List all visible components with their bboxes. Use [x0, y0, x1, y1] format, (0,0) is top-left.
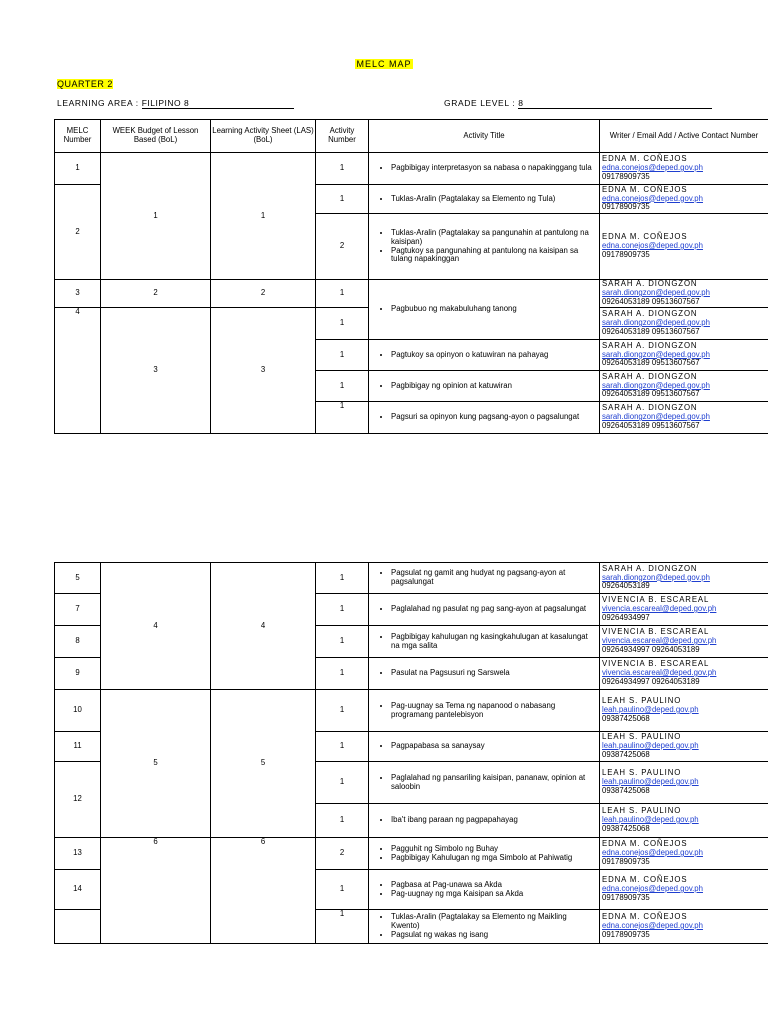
melc-number: 7 — [55, 594, 101, 626]
writer-cell — [600, 626, 768, 658]
activity-item: • Pag-uugnay sa Tema ng napanood o nabasang programang pantelebisyon — [391, 702, 597, 720]
week-number: 2 — [101, 280, 211, 308]
writer-phone: 09178909735 — [602, 202, 650, 212]
writer-email[interactable]: vivencia.escareal@deped.gov.ph — [602, 668, 717, 678]
document-title — [0, 59, 768, 69]
melc-number: 8 — [55, 626, 101, 658]
writer-cell — [600, 658, 768, 690]
melc-number: 9 — [55, 658, 101, 690]
activity-number: 1 — [316, 870, 369, 910]
table-row — [55, 690, 768, 732]
writer-email[interactable]: leah.paulino@deped.gov.ph — [602, 741, 699, 751]
grade-level-value: 8 — [518, 98, 712, 109]
table-row — [55, 280, 768, 308]
week-number: 5 — [101, 690, 211, 838]
writer-email[interactable]: sarah.diongzon@deped.gov.ph — [602, 318, 710, 328]
writer-email[interactable]: leah.paulino@deped.gov.ph — [602, 777, 699, 787]
activity-item: • Pagsulat ng wakas ng isang — [391, 931, 597, 940]
writer-name: EDNA M. COÑEJOS — [602, 875, 688, 885]
quarter-text: QUARTER 2 — [57, 79, 113, 89]
melc-number: 12 — [55, 762, 101, 838]
writer-cell — [600, 910, 768, 944]
las-number: 1 — [211, 153, 316, 280]
writer-name: EDNA M. COÑEJOS — [602, 184, 688, 194]
activity-title — [369, 804, 600, 838]
writer-name: EDNA M. COÑEJOS — [602, 154, 688, 164]
activity-item: • Pag-uugnay ng mga Kaisipan sa Akda — [391, 890, 597, 899]
activity-title — [369, 340, 600, 371]
activity-item: • Pagbibigay kahulugan ng kasingkahulugan at kasalungat na mga salita — [391, 633, 597, 651]
activity-title — [369, 371, 600, 402]
week-number: 4 — [101, 563, 211, 690]
writer-phone: 09178909735 — [602, 929, 650, 939]
activity-number: 2 — [316, 214, 369, 280]
writer-cell — [600, 402, 768, 434]
writer-name: SARAH A. DIONGZON — [602, 371, 698, 381]
writer-name: SARAH A. DIONGZON — [602, 279, 698, 289]
activity-title — [369, 690, 600, 732]
activity-title — [369, 402, 600, 434]
table-row — [55, 563, 768, 594]
header-week: WEEK Budget of Lesson Based (BoL) — [101, 120, 211, 153]
melc-number: 5 — [55, 563, 101, 594]
activity-item: • Pagbibigay Kahulugan ng mga Simbolo at Pahiwatig — [391, 854, 597, 863]
writer-email[interactable]: edna.conejos@deped.gov.ph — [602, 921, 703, 931]
las-number: 5 — [211, 690, 316, 838]
activity-title — [369, 838, 600, 870]
writer-cell — [600, 804, 768, 838]
activity-item: • Paglalahad ng pasulat ng pag sang-ayon at pagsalungat — [391, 605, 597, 614]
writer-email[interactable]: leah.paulino@deped.gov.ph — [602, 705, 699, 715]
writer-cell — [600, 214, 768, 280]
writer-email[interactable]: sarah.diongzon@deped.gov.ph — [602, 412, 710, 422]
writer-cell — [600, 563, 768, 594]
writer-email[interactable]: sarah.diongzon@deped.gov.ph — [602, 380, 710, 390]
writer-phone: 09264053189 09513607567 — [602, 420, 700, 430]
writer-name: SARAH A. DIONGZON — [602, 309, 698, 319]
activity-item: • Pagsulat ng gamit ang hudyat ng pagsang-ayon at pagsalungat — [391, 569, 597, 587]
activity-title — [369, 185, 600, 214]
writer-name: EDNA M. COÑEJOS — [602, 839, 688, 849]
writer-cell — [600, 308, 768, 340]
activity-item: • Pagpapabasa sa sanaysay — [391, 742, 597, 751]
writer-cell — [600, 870, 768, 910]
writer-cell — [600, 838, 768, 870]
writer-cell — [600, 371, 768, 402]
writer-phone: 09264053189 09513607567 — [602, 358, 700, 368]
activity-item: • Pagbibigay interpretasyon sa nabasa o napakinggang tula — [391, 164, 597, 173]
activity-number: 1 — [316, 402, 369, 434]
header-writer: Writer / Email Add / Active Contact Number — [600, 120, 768, 153]
header-activity-number: Activity Number — [316, 120, 369, 153]
writer-email[interactable]: edna.conejos@deped.gov.ph — [602, 241, 703, 251]
activity-number: 1 — [316, 732, 369, 762]
activity-item: • Pagbasa at Pag-unawa sa Akda — [391, 881, 597, 890]
writer-name: SARAH A. DIONGZON — [602, 403, 698, 413]
writer-name: SARAH A. DIONGZON — [602, 340, 698, 350]
writer-cell — [600, 280, 768, 308]
activity-title — [369, 563, 600, 594]
writer-name: LEAH S. PAULINO — [602, 806, 682, 816]
grade-level — [444, 98, 712, 109]
learning-area-value: FILIPINO 8 — [142, 98, 294, 109]
activity-number: 2 — [316, 838, 369, 870]
activity-title — [369, 870, 600, 910]
writer-phone: 09264053189 09513607567 — [602, 389, 700, 399]
writer-phone: 09387425068 — [602, 823, 650, 833]
writer-email[interactable]: edna.conejos@deped.gov.ph — [602, 848, 703, 858]
writer-email[interactable]: edna.conejos@deped.gov.ph — [602, 163, 703, 173]
activity-item: • Pasulat na Pagsusuri ng Sarswela — [391, 669, 597, 678]
activity-item: • Tuklas-Aralin (Pagtalakay sa Elemento ng Maikling Kwento) — [391, 913, 597, 931]
activity-number: 1 — [316, 594, 369, 626]
activity-number: 1 — [316, 308, 369, 340]
activity-title — [369, 280, 600, 340]
header-las: Learning Activity Sheet (LAS) (BoL) — [211, 120, 316, 153]
writer-cell — [600, 153, 768, 185]
activity-title — [369, 762, 600, 804]
writer-cell — [600, 690, 768, 732]
writer-name: LEAH S. PAULINO — [602, 732, 682, 742]
writer-phone: 09264934997 — [602, 612, 650, 622]
activity-title — [369, 658, 600, 690]
melc-number: 14 — [55, 870, 101, 910]
las-number: 3 — [211, 308, 316, 434]
activity-item: • Iba't ibang paraan ng pagpapahayag — [391, 816, 597, 825]
writer-email[interactable]: sarah.diongzon@deped.gov.ph — [602, 288, 710, 298]
activity-title — [369, 732, 600, 762]
writer-email[interactable]: leah.paulino@deped.gov.ph — [602, 815, 699, 825]
writer-name: EDNA M. COÑEJOS — [602, 232, 688, 242]
writer-name: VIVENCIA B. ESCAREAL — [602, 595, 710, 605]
activity-number: 1 — [316, 804, 369, 838]
melc-number: 13 — [55, 838, 101, 870]
activity-title — [369, 594, 600, 626]
activity-number: 1 — [316, 153, 369, 185]
writer-name: EDNA M. COÑEJOS — [602, 912, 688, 922]
week-number: 6 — [101, 838, 211, 944]
activity-number: 1 — [316, 280, 369, 308]
melc-number: 2 — [55, 185, 101, 280]
writer-phone: 09264934997 09264053189 — [602, 644, 700, 654]
melc-number: 11 — [55, 732, 101, 762]
writer-name: VIVENCIA B. ESCAREAL — [602, 627, 710, 637]
title-text: MELC MAP — [356, 59, 412, 69]
activity-item: • Pagsuri sa opinyon kung pagsang-ayon o pagsalungat — [391, 413, 597, 422]
header-row — [55, 120, 768, 153]
writer-email[interactable]: sarah.diongzon@deped.gov.ph — [602, 349, 710, 359]
table-row — [55, 153, 768, 185]
activity-item: • Tuklas-Aralin (Pagtalakay sa pangunahin at pantulong na kaisipan) — [391, 229, 597, 247]
writer-email[interactable]: vivencia.escareal@deped.gov.ph — [602, 636, 717, 646]
writer-phone: 09178909735 — [602, 892, 650, 902]
writer-cell — [600, 732, 768, 762]
writer-name: LEAH S. PAULINO — [602, 696, 682, 706]
melc-number: 3 — [55, 280, 101, 308]
week-number: 1 — [101, 153, 211, 280]
writer-phone: 09387425068 — [602, 713, 650, 723]
melc-table-1 — [54, 119, 768, 434]
melc-number: 10 — [55, 690, 101, 732]
learning-area — [57, 98, 294, 109]
writer-name: VIVENCIA B. ESCAREAL — [602, 659, 710, 669]
activity-number: 1 — [316, 658, 369, 690]
writer-email[interactable]: vivencia.escareal@deped.gov.ph — [602, 604, 717, 614]
activity-title — [369, 626, 600, 658]
activity-item: • Paglalahad ng pansariling kaisipan, pananaw, opinion at saloobin — [391, 774, 597, 792]
header-melc: MELC Number — [55, 120, 101, 153]
activity-item: • Pagtukoy sa pangunahing at pantulong na kaisipan sa tulang napakinggan — [391, 247, 597, 265]
table-row — [55, 838, 768, 870]
header-activity-title: Activity Title — [369, 120, 600, 153]
activity-item: • Tuklas-Aralin (Pagtalakay sa Elemento ng Tula) — [391, 195, 597, 204]
melc-table-2 — [54, 562, 768, 944]
melc-number: 4 — [55, 308, 101, 434]
writer-email[interactable]: edna.conejos@deped.gov.ph — [602, 193, 703, 203]
learning-area-label: LEARNING AREA : — [57, 98, 139, 108]
activity-number: 1 — [316, 762, 369, 804]
writer-phone: 09387425068 — [602, 785, 650, 795]
writer-phone: 09264053189 — [602, 581, 650, 591]
activity-number: 1 — [316, 626, 369, 658]
activity-item: • Pagbubuo ng makabuluhang tanong — [391, 305, 597, 314]
activity-number: 1 — [316, 910, 369, 944]
writer-cell — [600, 762, 768, 804]
activity-item: • Pagtukoy sa opinyon o katuwiran na pahayag — [391, 351, 597, 360]
writer-name: SARAH A. DIONGZON — [602, 563, 698, 573]
activity-number: 1 — [316, 371, 369, 402]
activity-number: 1 — [316, 563, 369, 594]
writer-phone: 09387425068 — [602, 749, 650, 759]
writer-phone: 09264053189 09513607567 — [602, 326, 700, 336]
las-number: 2 — [211, 280, 316, 308]
writer-cell — [600, 185, 768, 214]
week-number: 3 — [101, 308, 211, 434]
writer-email[interactable]: edna.conejos@deped.gov.ph — [602, 884, 703, 894]
writer-phone: 09264934997 09264053189 — [602, 676, 700, 686]
writer-phone: 09178909735 — [602, 171, 650, 181]
writer-email[interactable]: sarah.diongzon@deped.gov.ph — [602, 572, 710, 582]
writer-cell — [600, 340, 768, 371]
quarter-label — [57, 79, 113, 89]
writer-cell — [600, 594, 768, 626]
writer-phone: 09264053189 09513607567 — [602, 296, 700, 306]
las-number: 4 — [211, 563, 316, 690]
activity-item: • Pagguhit ng Simbolo ng Buhay — [391, 845, 597, 854]
activity-item: • Pagbibigay ng opinion at katuwiran — [391, 382, 597, 391]
melc-number: 1 — [55, 153, 101, 185]
writer-phone: 09178909735 — [602, 249, 650, 259]
grade-level-label: GRADE LEVEL : — [444, 98, 516, 108]
writer-phone: 09178909735 — [602, 856, 650, 866]
activity-title — [369, 153, 600, 185]
activity-title — [369, 214, 600, 280]
las-number: 6 — [211, 838, 316, 944]
activity-number: 1 — [316, 340, 369, 371]
melc-number-empty — [55, 910, 101, 944]
activity-number: 1 — [316, 185, 369, 214]
activity-title — [369, 910, 600, 944]
activity-number: 1 — [316, 690, 369, 732]
writer-name: LEAH S. PAULINO — [602, 768, 682, 778]
